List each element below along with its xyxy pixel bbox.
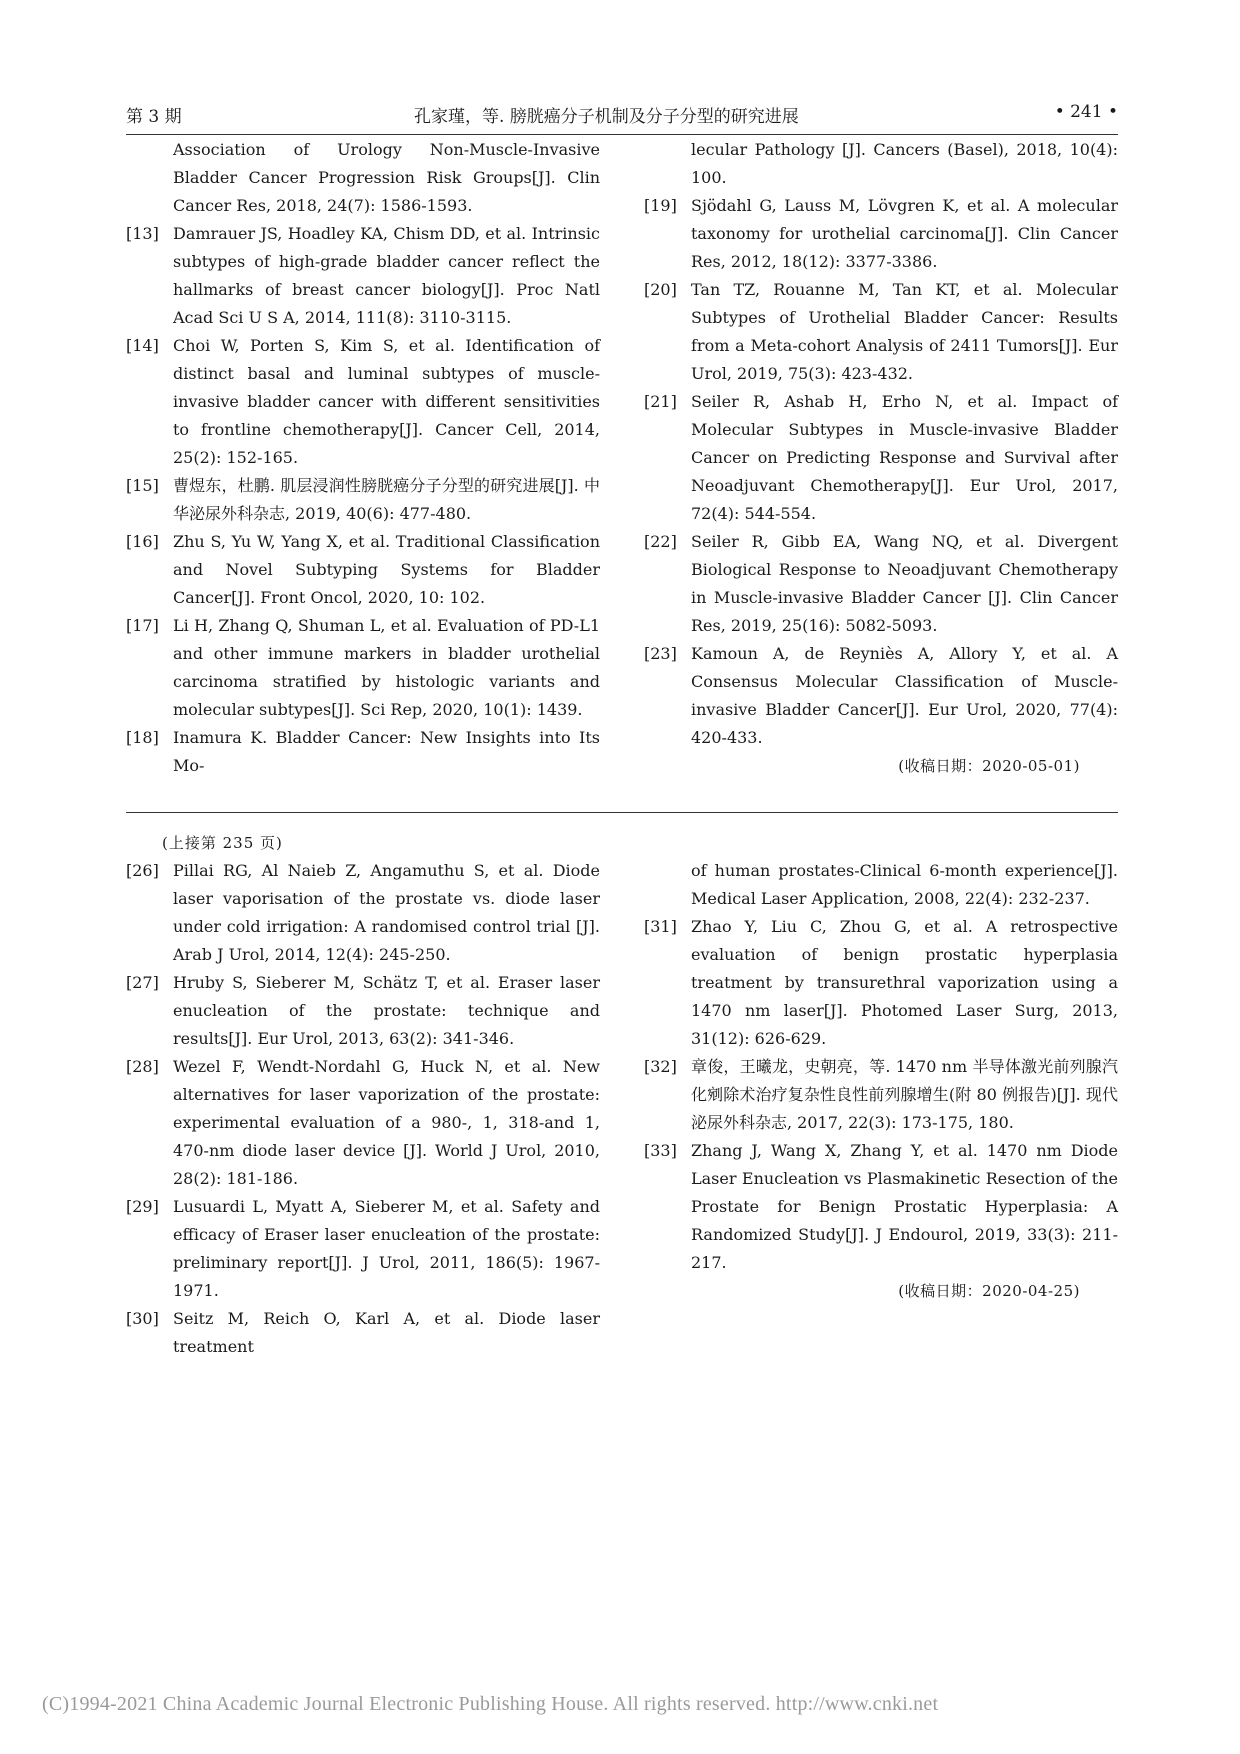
reference-continuation: Association of Urology Non-Muscle-Invasive Bladder Cancer Progression Risk Groups[J]. Clin Cancer Res, 2018, 24(7): 1586-1593. bbox=[173, 140, 600, 215]
running-header bbox=[126, 92, 1118, 130]
reference-20: [20] Tan TZ, Rouanne M, Tan KT, et al. Molecular Subtypes of Urothelial Bladder Cancer: Results from a Meta-cohort Analysis of 2411 Tumors[J]. Eur Urol, 2019, 75(3): 423-432. bbox=[644, 280, 1118, 383]
reference-32: [32] 章俊，王曦龙，史朝亮，等. 1470 nm 半导体激光前列腺汽化剜除术治疗复杂性良性前列腺增生(附 80 例报告)[J]. 现代泌尿外科杂志, 2017, 22(3): 173-175, 180. bbox=[644, 1057, 1118, 1132]
reference-21: [21] Seiler R, Ashab H, Erho N, et al. Impact of Molecular Subtypes in Muscle-invasive Bladder Cancer on Predicting Response and Survival after Neoadjuvant Chemotherapy[J]. Eur Urol, 2017, 72(4): 544-554. bbox=[644, 392, 1118, 523]
reference-31: [31] Zhao Y, Liu C, Zhou G, et al. A retrospective evaluation of benign prostatic hyperplasia treatment by transurethral vaporization using a 1470 nm laser[J]. Photomed Laser Surg, 2013, 31(12): 626-629. bbox=[644, 917, 1118, 1048]
reference-continuation: of human prostates-Clinical 6-month experience[J]. Medical Laser Application, 2008, 22(4): 232-237. bbox=[691, 861, 1118, 908]
reference-17: [17] Li H, Zhang Q, Shuman L, et al. Evaluation of PD-L1 and other immune markers in bladder urothelial carcinoma stratified by histologic variants and molecular subtypes[J]. Sci Rep, 2020, 10(1): 1439. bbox=[126, 616, 600, 719]
copyright-footer: (C)1994-2021 China Academic Journal Electronic Publishing House. All rights reserved. http://www.cnki.net bbox=[42, 1693, 939, 1715]
reference-16: [16] Zhu S, Yu W, Yang X, et al. Traditional Classification and Novel Subtyping Systems for Bladder Cancer[J]. Front Oncol, 2020, 10: 102. bbox=[126, 532, 600, 607]
running-title: 孔家瑾，等. 膀胱癌分子机制及分子分型的研究进展 bbox=[414, 107, 799, 127]
issue-number: 第 3 期 bbox=[126, 107, 182, 127]
reference-30: [30] Seitz M, Reich O, Karl A, et al. Diode laser treatment bbox=[126, 1309, 600, 1356]
reference-15: [15] 曹煜东，杜鹏. 肌层浸润性膀胱癌分子分型的研究进展[J]. 中华泌尿外科杂志, 2019, 40(6): 477-480. bbox=[126, 476, 600, 523]
received-date: (收稿日期：2020-04-25) bbox=[898, 1282, 1080, 1300]
reference-26: [26] Pillai RG, Al Naieb Z, Angamuthu S, et al. Diode laser vaporisation of the prostate vs. diode laser under cold irrigation: A randomised control trial [J]. Arab J Urol, 2014, 12(4): 245-250. bbox=[126, 861, 600, 964]
reference-23: [23] Kamoun A, de Reyniès A, Allory Y, et al. A Consensus Molecular Classification of Muscle-invasive Bladder Cancer[J]. Eur Urol, 2020, 77(4): 420-433. bbox=[644, 644, 1118, 747]
reference-22: [22] Seiler R, Gibb EA, Wang NQ, et al. Divergent Biological Response to Neoadjuvant Chemotherapy in Muscle-invasive Bladder Cancer [J]. Clin Cancer Res, 2019, 25(16): 5082-5093. bbox=[644, 532, 1118, 635]
top-left-column bbox=[126, 136, 600, 780]
section-divider bbox=[126, 812, 1118, 813]
page-number: • 241 • bbox=[1054, 102, 1118, 122]
bottom-right-column bbox=[644, 857, 1118, 1305]
received-date: (收稿日期：2020-05-01) bbox=[898, 757, 1080, 775]
header-rule bbox=[126, 134, 1118, 135]
reference-29: [29] Lusuardi L, Myatt A, Sieberer M, et al. Safety and efficacy of Eraser laser enucleation of the prostate: preliminary report[J]. J Urol, 2011, 186(5): 1967-1971. bbox=[126, 1197, 600, 1300]
continued-from-note: (上接第 235 页) bbox=[162, 834, 283, 852]
reference-33: [33] Zhang J, Wang X, Zhang Y, et al. 1470 nm Diode Laser Enucleation vs Plasmakinetic Resection of the Prostate for Benign Prostatic Hyperplasia: A Randomized Study[J]. J Endourol, 2019, 33(3): 211-217. bbox=[644, 1141, 1118, 1272]
reference-28: [28] Wezel F, Wendt-Nordahl G, Huck N, et al. New alternatives for laser vaporization of the prostate: experimental evaluation of a 980-, 1, 318-and 1, 470-nm diode laser device [J]. World J Urol, 2010, 28(2): 181-186. bbox=[126, 1057, 600, 1188]
reference-14: [14] Choi W, Porten S, Kim S, et al. Identification of distinct basal and luminal subtypes of muscle-invasive bladder cancer with different sensitivities to frontline chemotherapy[J]. Cancer Cell, 2014, 25(2): 152-165. bbox=[126, 336, 600, 467]
reference-13: [13] Damrauer JS, Hoadley KA, Chism DD, et al. Intrinsic subtypes of high-grade bladder cancer reflect the hallmarks of breast cancer biology[J]. Proc Natl Acad Sci U S A, 2014, 111(8): 3110-3115. bbox=[126, 224, 600, 327]
reference-continuation: lecular Pathology [J]. Cancers (Basel), 2018, 10(4): 100. bbox=[691, 140, 1118, 187]
reference-19: [19] Sjödahl G, Lauss M, Lövgren K, et al. A molecular taxonomy for urothelial carcinoma[J]. Clin Cancer Res, 2012, 18(12): 3377-3386. bbox=[644, 196, 1118, 271]
reference-18: [18] Inamura K. Bladder Cancer: New Insights into Its Mo- bbox=[126, 728, 600, 775]
reference-27: [27] Hruby S, Sieberer M, Schätz T, et al. Eraser laser enucleation of the prostate: technique and results[J]. Eur Urol, 2013, 63(2): 341-346. bbox=[126, 973, 600, 1048]
top-right-column bbox=[644, 136, 1118, 780]
bottom-left-column bbox=[126, 857, 600, 1361]
